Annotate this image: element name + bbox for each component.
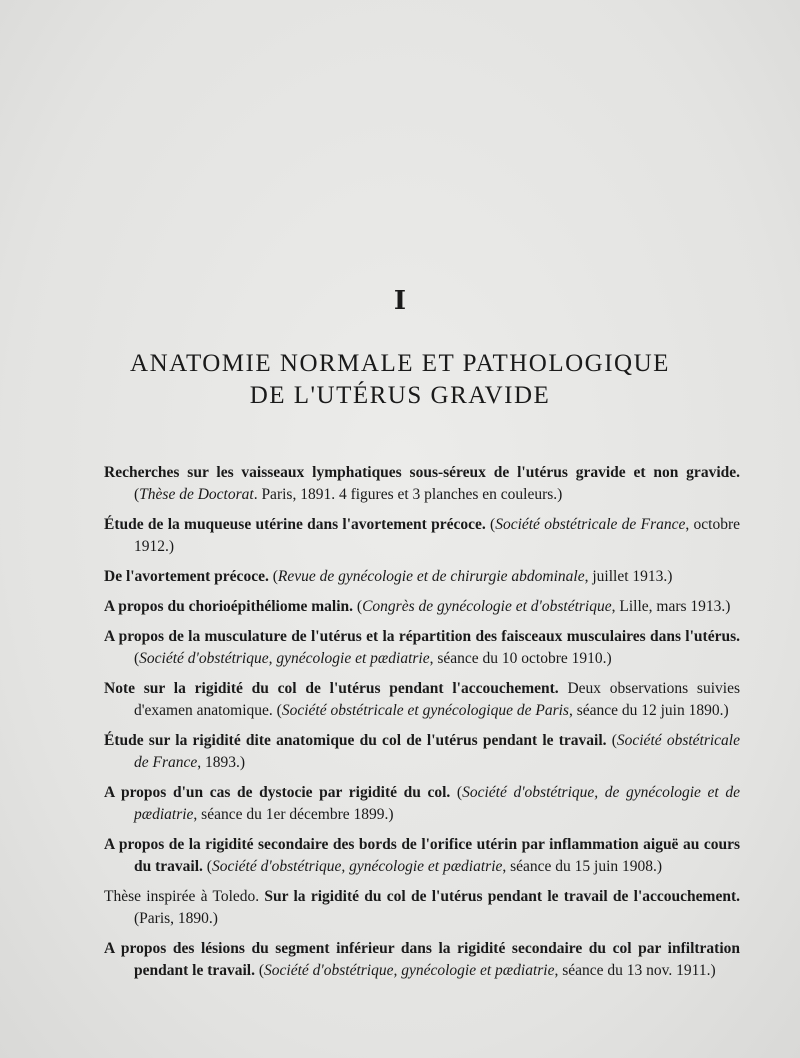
entry-title: Recherches sur les vaisseaux lymphatiques sous-séreux de l'utérus gravide et non gravide.: [104, 464, 740, 481]
bibliography-entry: Thèse inspirée à Toledo. Sur la rigidité du col de l'utérus pendant le travail de l'accouchement. (Paris, 1890.): [104, 888, 740, 927]
entry-source: Société d'obstétrique, gynécologie et pædiatrie: [211, 858, 503, 875]
chapter-number: I: [393, 286, 407, 316]
bibliography-entry: A propos de la musculature de l'utérus et la répartition des faisceaux musculaires dans l'utérus. (Société d'obstétrique, gynécologie et pædiatrie, séance du 10 octobre 1910.): [104, 628, 740, 667]
entry-title: A propos de la rigidité secondaire des bords de l'orifice utérin par inflammation aiguë au cours du travail.: [104, 836, 740, 875]
entry-title: Étude de la muqueuse utérine dans l'avortement précoce.: [104, 516, 486, 533]
chapter-title-line-2: DE L'UTÉRUS GRAVIDE: [249, 382, 551, 409]
entry-title: A propos de la musculature de l'utérus et la répartition des faisceaux musculaires dans l'utérus.: [104, 628, 740, 645]
bibliography-entry: Étude sur la rigidité dite anatomique du col de l'utérus pendant le travail. (Société obstétricale de France, 1893.): [104, 732, 740, 771]
bibliography-entry: A propos des lésions du segment inférieur dans la rigidité secondaire du col par infiltration pendant le travail. (Société d'obstétrique, gynécologie et pædiatrie, séance du 13 nov. 1911.): [104, 940, 740, 979]
entry-source: Congrès de gynécologie et d'obstétrique: [362, 598, 612, 615]
entry-prefix: Thèse inspirée à Toledo.: [104, 888, 265, 905]
entry-title: Étude sur la rigidité dite anatomique du col de l'utérus pendant le travail.: [104, 732, 607, 749]
entry-source: Revue de gynécologie et de chirurgie abdominale: [277, 568, 585, 585]
bibliography-entry: Recherches sur les vaisseaux lymphatiques sous-séreux de l'utérus gravide et non gravide. (Thèse de Doctorat. Paris, 1891. 4 figures et 3 planches en couleurs.): [104, 464, 740, 503]
bibliography-list: [104, 462, 740, 990]
entry-source: Thèse de Doctorat: [139, 486, 254, 503]
entry-source: Société obstétricale de France: [134, 732, 740, 771]
entry-title: A propos du chorioépithéliome malin.: [104, 598, 354, 615]
bibliography-entry: De l'avortement précoce. (Revue de gynécologie et de chirurgie abdominale, juillet 1913.): [104, 568, 673, 585]
entry-title: A propos des lésions du segment inférieur dans la rigidité secondaire du col par infiltration pendant le travail.: [104, 940, 740, 979]
bibliography-entry: A propos du chorioépithéliome malin. (Congrès de gynécologie et d'obstétrique, Lille, mars 1913.): [104, 598, 731, 615]
chapter-title-line-1: ANATOMIE NORMALE ET PATHOLOGIQUE: [130, 350, 670, 377]
bibliography-entry: A propos d'un cas de dystocie par rigidité du col. (Société d'obstétrique, de gynécologie et de pædiatrie, séance du 1er décembre 1899.): [104, 784, 740, 823]
entry-title: Note sur la rigidité du col de l'utérus pendant l'accouchement.: [104, 680, 559, 697]
entry-source: Société d'obstétrique, de gynécologie et de pædiatrie: [134, 784, 740, 823]
entry-title: De l'avortement précoce.: [104, 568, 269, 585]
entry-source: Société d'obstétrique, gynécologie et pædiatrie: [139, 650, 430, 667]
entry-source: Société obstétricale et gynécologique de Paris: [281, 702, 569, 719]
entry-title: Sur la rigidité du col de l'utérus pendant le travail de l'accouchement.: [264, 888, 740, 905]
bibliography-entry: Étude de la muqueuse utérine dans l'avortement précoce. (Société obstétricale de France, octobre 1912.): [104, 516, 740, 555]
bibliography-entry: A propos de la rigidité secondaire des bords de l'orifice utérin par inflammation aiguë au cours du travail. (Société d'obstétrique, gynécologie et pædiatrie, séance du 15 juin 1908.): [104, 836, 740, 875]
bibliography-entry: Note sur la rigidité du col de l'utérus pendant l'accouchement. Deux observations suivies d'examen anatomique. (Société obstétricale et gynécologique de Paris, séance du 12 juin 1890.): [104, 680, 740, 719]
entry-title: A propos d'un cas de dystocie par rigidité du col.: [104, 784, 451, 801]
entry-source: Société d'obstétrique, gynécologie et pædiatrie: [264, 962, 555, 979]
entry-source: Société obstétricale de France: [495, 516, 686, 533]
